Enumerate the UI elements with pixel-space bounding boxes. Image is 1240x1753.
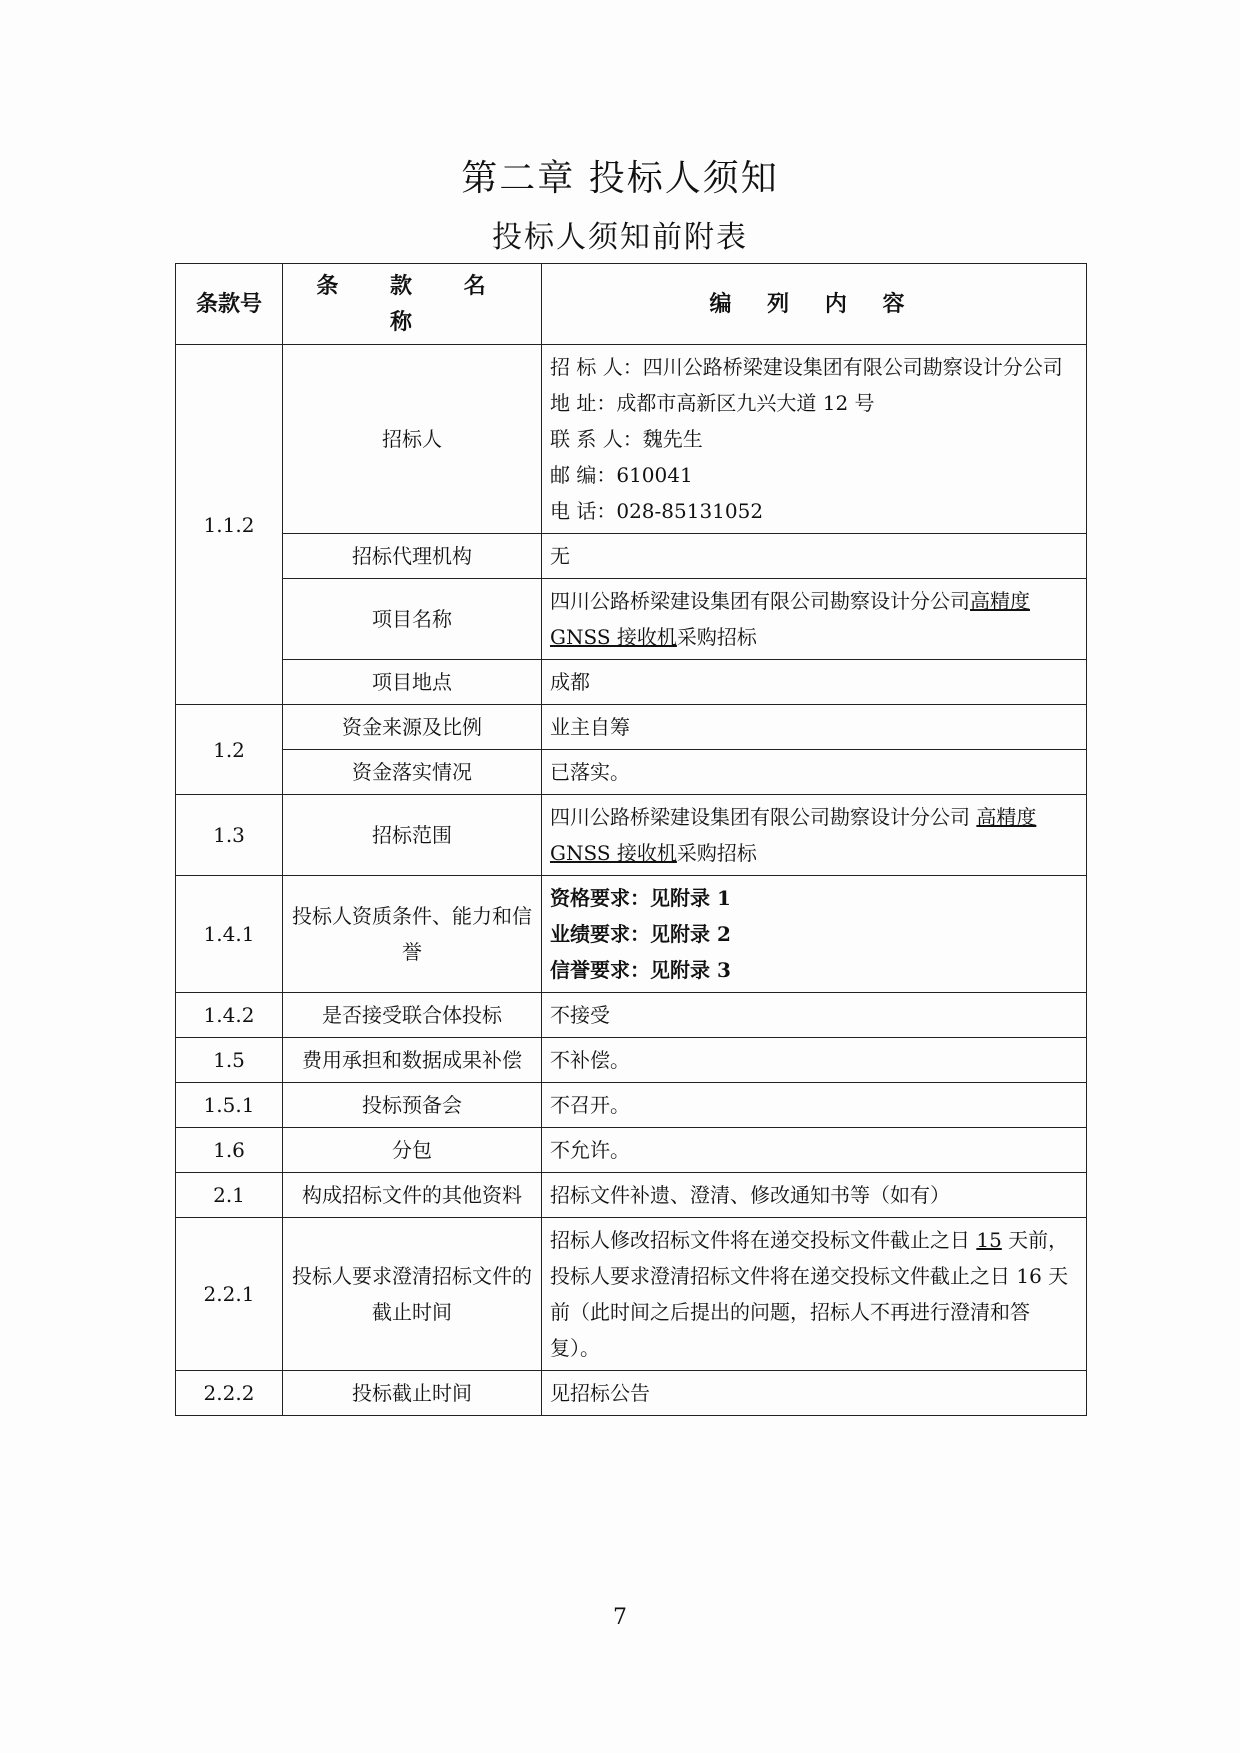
clause-content: 成都 <box>542 660 1087 705</box>
clause-no: 1.1.2 <box>176 345 283 705</box>
table-row <box>176 993 1087 1038</box>
project-name-suffix: 采购招标 <box>676 625 757 649</box>
header-clause-no: 条款号 <box>176 264 283 345</box>
scope-prefix: 四川公路桥梁建设集团有限公司勘察设计分公司 <box>550 805 977 829</box>
clause-content: 业主自筹 <box>542 705 1087 750</box>
reputation-requirement: 信誉要求：见附录 3 <box>550 958 731 982</box>
tenderer-phone: 电 话：028-85131052 <box>550 499 764 523</box>
header-content: 编 列 内 容 <box>542 264 1087 345</box>
clause-content <box>542 345 1087 534</box>
clause-content <box>542 795 1087 876</box>
clarification-part1: 招标人修改招标文件将在递交投标文件截止之日 <box>550 1228 977 1252</box>
performance-requirement: 业绩要求：见附录 2 <box>550 922 731 946</box>
scope-underlined: 高精度 GNSS 接收机 <box>550 805 1037 865</box>
clause-no: 1.3 <box>176 795 283 876</box>
clause-content <box>542 1218 1087 1371</box>
qualification-requirement: 资格要求：见附录 1 <box>550 886 731 910</box>
clause-no: 2.2.1 <box>176 1218 283 1371</box>
clause-content: 见招标公告 <box>542 1371 1087 1416</box>
table-row <box>176 579 1087 660</box>
clause-no: 1.6 <box>176 1128 283 1173</box>
table-row <box>176 750 1087 795</box>
clause-name: 招标人 <box>283 345 542 534</box>
tenderer-contact: 联 系 人：魏先生 <box>550 427 703 451</box>
table-row <box>176 1371 1087 1416</box>
table-row <box>176 1038 1087 1083</box>
clause-name: 费用承担和数据成果补偿 <box>283 1038 542 1083</box>
clause-no: 1.2 <box>176 705 283 795</box>
table-row <box>176 1218 1087 1371</box>
tenderer-address: 地 址：成都市高新区九兴大道 12 号 <box>550 391 875 415</box>
table-row <box>176 345 1087 534</box>
bid-notice-table <box>175 263 1087 1416</box>
clause-content: 无 <box>542 534 1087 579</box>
clause-name: 招标范围 <box>283 795 542 876</box>
table-header-row <box>176 264 1087 345</box>
table-row <box>176 660 1087 705</box>
tenderer-postcode: 邮 编：610041 <box>550 463 693 487</box>
tenderer-name: 招 标 人：四川公路桥梁建设集团有限公司勘察设计分公司 <box>550 355 1063 379</box>
clause-no: 2.1 <box>176 1173 283 1218</box>
clause-content: 不补偿。 <box>542 1038 1087 1083</box>
clause-no: 1.4.1 <box>176 876 283 993</box>
clause-no: 1.5.1 <box>176 1083 283 1128</box>
clause-name: 项目地点 <box>283 660 542 705</box>
clause-name: 投标人资质条件、能力和信誉 <box>283 876 542 993</box>
table-row <box>176 795 1087 876</box>
table-row <box>176 876 1087 993</box>
project-name-prefix: 四川公路桥梁建设集团有限公司勘察设计分公司 <box>550 589 970 613</box>
clause-name: 是否接受联合体投标 <box>283 993 542 1038</box>
clause-no: 1.4.2 <box>176 993 283 1038</box>
clause-content: 招标文件补遗、澄清、修改通知书等（如有） <box>542 1173 1087 1218</box>
scope-suffix: 采购招标 <box>676 841 757 865</box>
table-row <box>176 1083 1087 1128</box>
clause-no: 2.2.2 <box>176 1371 283 1416</box>
clause-content: 不召开。 <box>542 1083 1087 1128</box>
clause-content <box>542 876 1087 993</box>
clause-content: 已落实。 <box>542 750 1087 795</box>
header-clause-name: 条 款 名 称 <box>283 264 542 345</box>
clause-name: 招标代理机构 <box>283 534 542 579</box>
chapter-title: 第二章 投标人须知 <box>461 158 779 199</box>
table-title: 投标人须知前附表 <box>492 220 748 255</box>
clause-content: 不接受 <box>542 993 1087 1038</box>
clause-name: 投标人要求澄清招标文件的截止时间 <box>283 1218 542 1371</box>
clause-content: 不允许。 <box>542 1128 1087 1173</box>
clarification-part2: 天前，投标人要求澄清招标文件将在递交投标文件截止之日 16 天前（此时间之后提出的问题，招标人不再进行澄清和答复）。 <box>550 1228 1069 1360</box>
clause-name: 资金来源及比例 <box>283 705 542 750</box>
clause-name: 投标预备会 <box>283 1083 542 1128</box>
clause-name: 构成招标文件的其他资料 <box>283 1173 542 1218</box>
clause-name: 投标截止时间 <box>283 1371 542 1416</box>
page-number: 7 <box>613 1605 627 1630</box>
clause-content <box>542 579 1087 660</box>
table-row <box>176 534 1087 579</box>
clause-name: 分包 <box>283 1128 542 1173</box>
clause-name: 资金落实情况 <box>283 750 542 795</box>
clause-no: 1.5 <box>176 1038 283 1083</box>
clause-name: 项目名称 <box>283 579 542 660</box>
table-row <box>176 1128 1087 1173</box>
clarification-days: 15 <box>976 1228 1002 1252</box>
table-row <box>176 705 1087 750</box>
project-name-underlined: 高精度 GNSS 接收机 <box>550 589 1030 649</box>
table-row <box>176 1173 1087 1218</box>
